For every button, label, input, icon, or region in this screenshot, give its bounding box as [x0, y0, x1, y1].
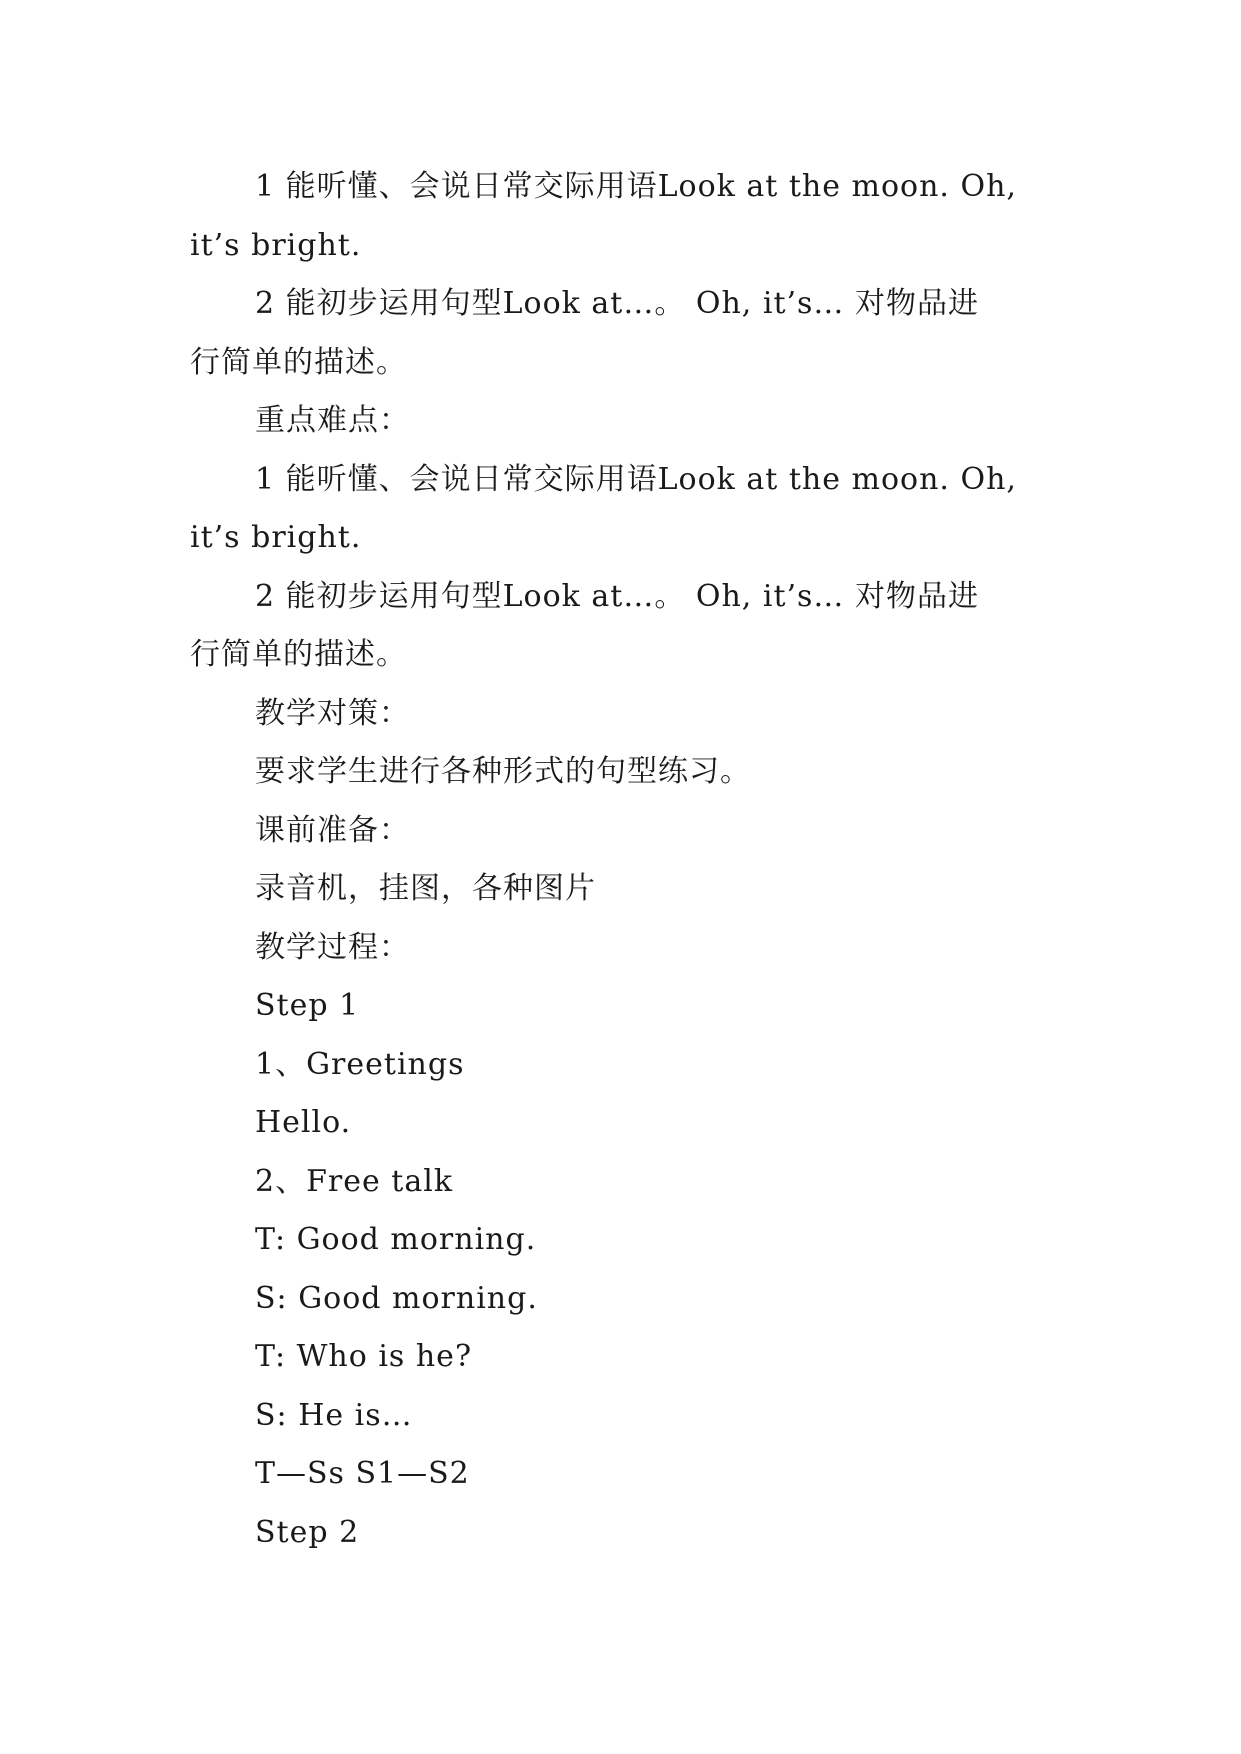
step-1-heading: Step 1 [255, 988, 360, 1023]
dialogue-line: S: Good morning. [255, 1280, 538, 1316]
dialogue-line: T: Who is he? [255, 1339, 473, 1374]
objective-2-line-2: 行简单的描述。 [190, 344, 407, 380]
preparation-heading: 课前准备： [255, 812, 410, 848]
free-talk-item: 2、Free talk [255, 1163, 454, 1199]
hello-line: Hello. [255, 1105, 352, 1140]
document-body [190, 158, 1060, 1562]
dialogue-line: T: Good morning. [255, 1222, 537, 1257]
key-point-1-line-1: 1 能听懂、会说日常交际用语Look at the moon. Oh, [255, 461, 1017, 497]
greetings-item: 1、Greetings [255, 1046, 465, 1082]
pairing-line: T—Ss S1—S2 [255, 1456, 470, 1491]
key-point-1-line-2: it’s bright. [190, 520, 362, 555]
key-point-2-line-1: 2 能初步运用句型Look at…。 Oh, it’s… 对物品进 [255, 578, 979, 614]
dialogue-line: S: He is… [255, 1397, 413, 1433]
strategy-heading: 教学对策： [255, 695, 410, 731]
preparation-text: 录音机，挂图，各种图片 [255, 871, 596, 906]
objective-1-line-1: 1 能听懂、会说日常交际用语Look at the moon. Oh, [255, 169, 1017, 204]
strategy-text: 要求学生进行各种形式的句型练习。 [255, 754, 751, 789]
objective-2-line-1: 2 能初步运用句型Look at…。 Oh, it’s… 对物品进 [255, 286, 979, 321]
key-point-2-line-2: 行简单的描述。 [190, 637, 407, 672]
process-heading: 教学过程： [255, 929, 410, 965]
key-points-heading: 重点难点： [255, 403, 410, 438]
objective-1-line-2: it’s bright. [190, 227, 362, 263]
step-2-heading: Step 2 [255, 1514, 360, 1550]
